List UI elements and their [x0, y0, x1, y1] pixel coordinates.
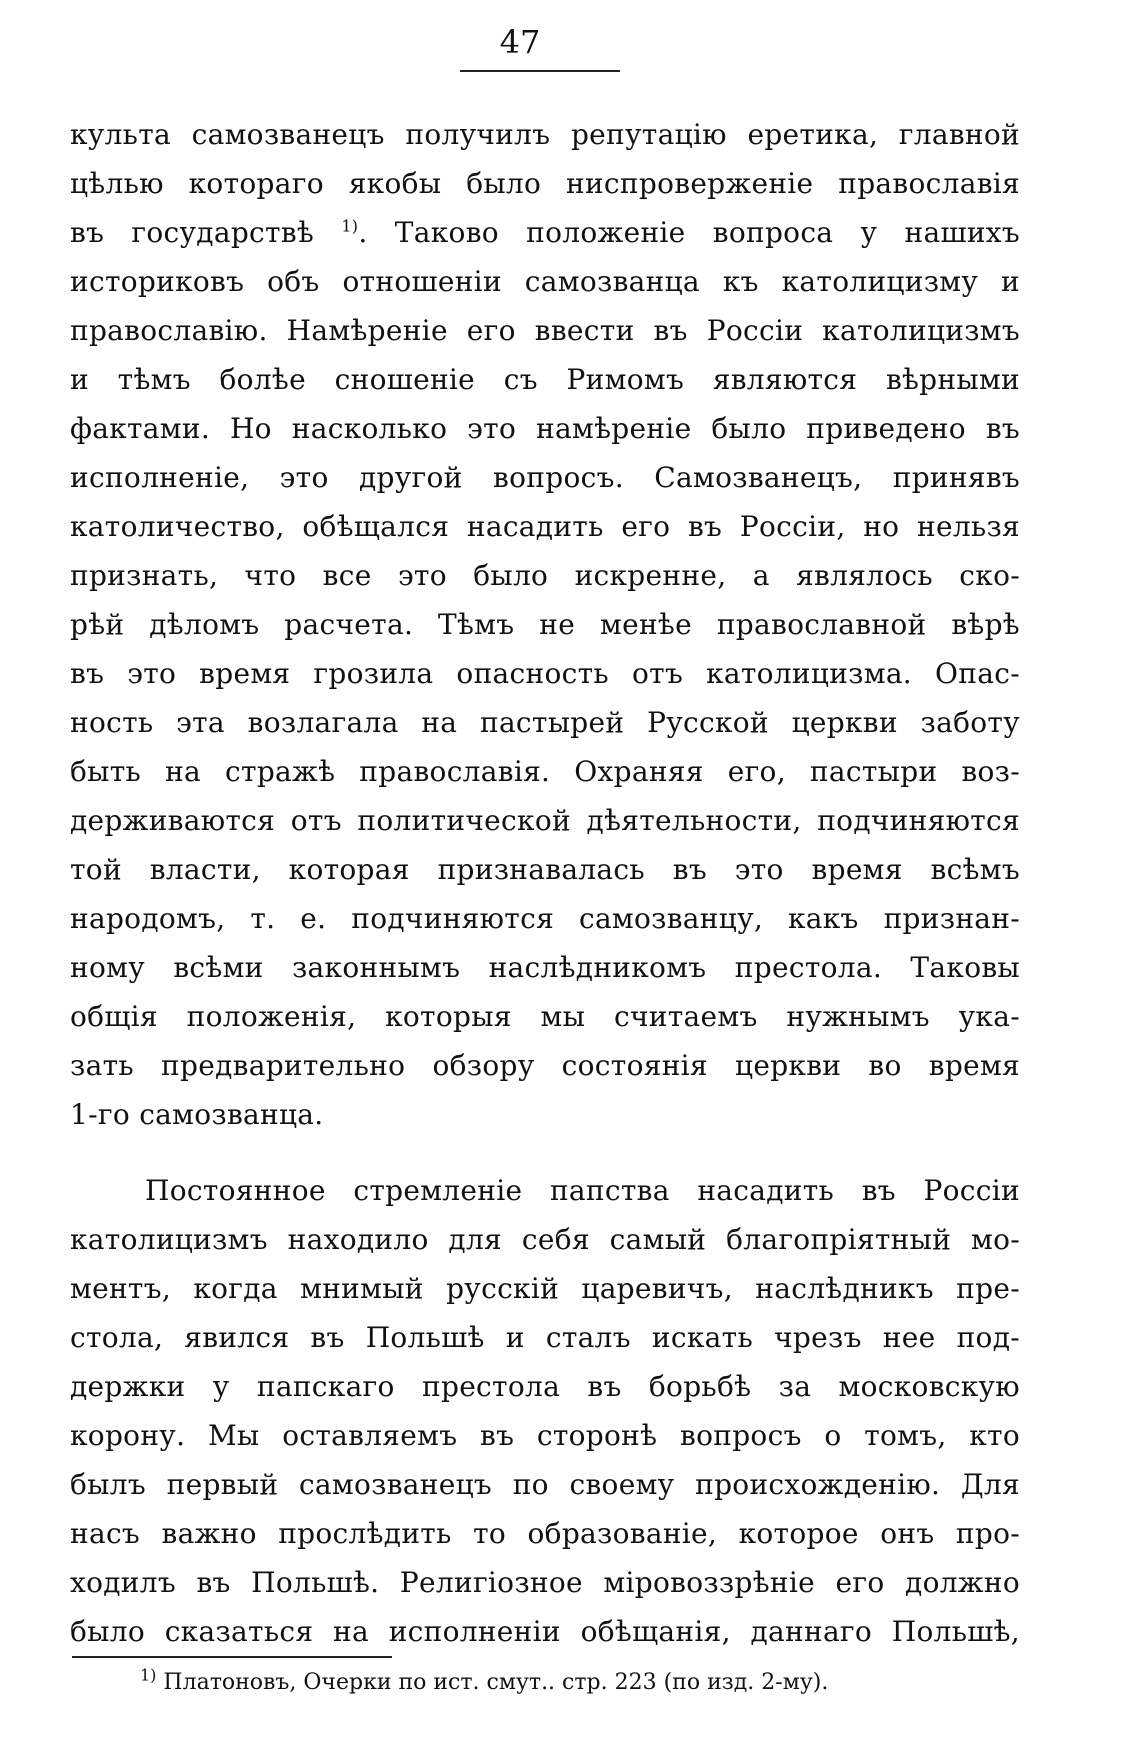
text-line: держки у папскаго престола въ борьбѣ за московскую	[70, 1370, 1020, 1403]
text-line: рѣй дѣломъ расчета. Тѣмъ не менѣе православной вѣрѣ	[70, 608, 1020, 641]
text-line-with-footnote	[70, 208, 1020, 257]
text-line: въ это время грозила опасность отъ католицизма. Опас-	[70, 657, 1020, 690]
footnote-marker: 1)	[140, 1665, 157, 1685]
paragraph-gap	[70, 1139, 1020, 1166]
text-line: ность эта возлагала на пастырей Русской церкви заботу	[70, 706, 1020, 739]
text-line: признать, что все это было искренне, а являлось ско-	[70, 559, 1020, 592]
text-line: культа самозванецъ получилъ репутацію еретика, главной	[70, 118, 1020, 151]
footnote	[140, 1665, 1020, 1698]
text-line: той власти, которая признавалась въ это время всѣмъ	[70, 853, 1020, 886]
text-line: зать предварительно обзору состоянія церкви во время	[70, 1049, 1020, 1082]
body-text	[70, 110, 1020, 1656]
text-line: исполненіе, это другой вопросъ. Самозванецъ, принявъ	[70, 461, 1020, 494]
text-line: быть на стражѣ православія. Охраняя его, пастыри воз-	[70, 755, 1020, 788]
text-line: корону. Мы оставляемъ въ сторонѣ вопросъ о томъ, кто	[70, 1419, 1020, 1452]
text-line: фактами. Но насколько это намѣреніе было приведено въ	[70, 412, 1020, 445]
text-line: народомъ, т. е. подчиняются самозванцу, какъ признан-	[70, 902, 1020, 935]
text-line: 1-го самозванца.	[70, 1098, 324, 1131]
text-line: ному всѣми законнымъ наслѣдникомъ престола. Таковы	[70, 951, 1020, 984]
page-number: 47	[499, 23, 541, 61]
text-line: насъ важно прослѣдить то образованіе, которое онъ про-	[70, 1517, 1020, 1550]
text-line: общія положенія, которыя мы считаемъ нужнымъ ука-	[70, 1000, 1020, 1033]
text-line: историковъ объ отношеніи самозванца къ католицизму и	[70, 265, 1020, 298]
text-line: ментъ, когда мнимый русскій царевичъ, наслѣдникъ пре-	[70, 1272, 1020, 1305]
text-fragment: . Таково положеніе вопроса у нашихъ	[358, 216, 1020, 249]
footnote-rule	[72, 1656, 392, 1658]
footnote-reference: 1)	[341, 216, 359, 236]
text-line: держиваются отъ политической дѣятельности, подчиняются	[70, 804, 1020, 837]
footnote-text: Платоновъ, Очерки по ист. смут.. стр. 223 (по изд. 2-му).	[156, 1670, 829, 1695]
text-line: былъ первый самозванецъ по своему происхожденію. Для	[70, 1468, 1020, 1501]
text-line: католичество, обѣщался насадить его въ Россіи, но нельзя	[70, 510, 1020, 543]
page-number-rule	[460, 70, 620, 72]
text-line: православію. Намѣреніе его ввести въ Россіи католицизмъ	[70, 314, 1020, 347]
text-line: было сказаться на исполненіи обѣщанія, даннаго Польшѣ,	[70, 1615, 1020, 1648]
text-line: ходилъ въ Польшѣ. Религіозное міровоззрѣніе его должно	[70, 1566, 1020, 1599]
text-line: стола, явился въ Польшѣ и сталъ искать чрезъ нее под-	[70, 1321, 1020, 1354]
text-line: и тѣмъ болѣе сношеніе съ Римомъ являются вѣрными	[70, 363, 1020, 396]
text-line: цѣлью котораго якобы было ниспроверженіе православія	[70, 167, 1020, 200]
text-line: католицизмъ находило для себя самый благопріятный мо-	[70, 1223, 1020, 1256]
text-fragment: въ государствѣ	[70, 216, 315, 249]
text-line: Постоянное стремленіе папства насадить въ Россіи	[145, 1174, 1020, 1207]
